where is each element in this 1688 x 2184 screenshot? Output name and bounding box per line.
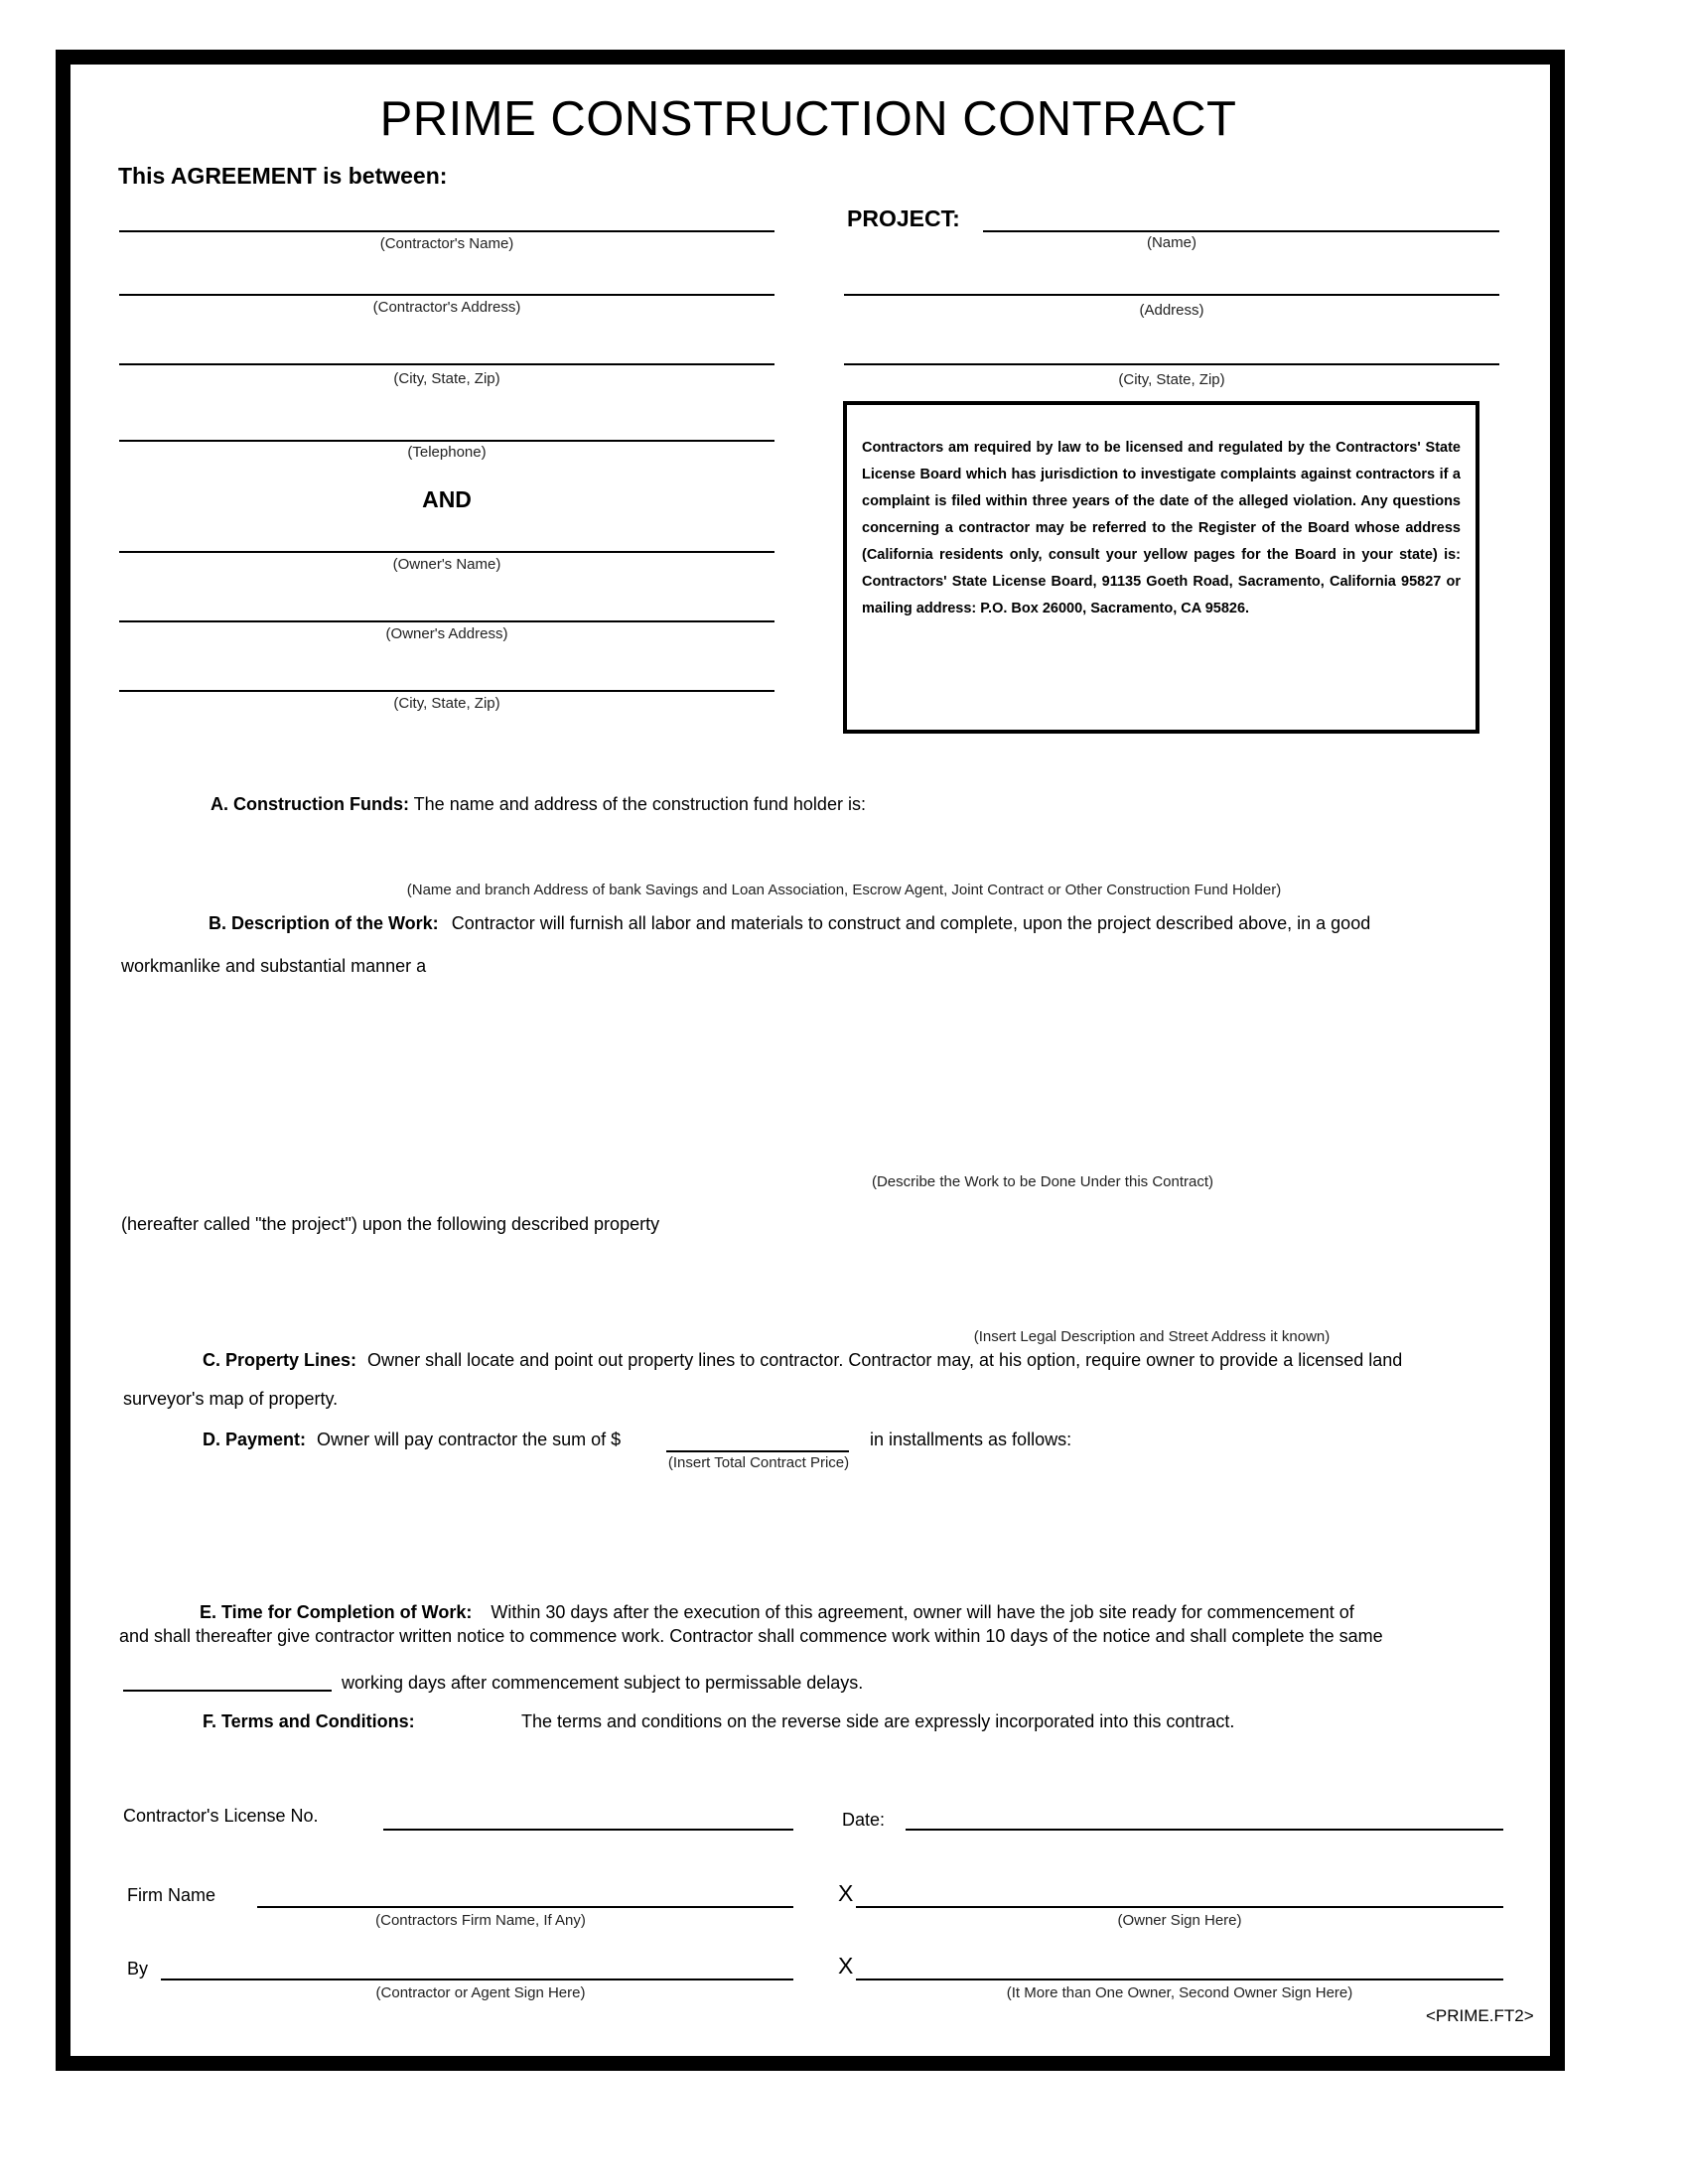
project-name-field[interactable] <box>983 230 1499 232</box>
license-number-field[interactable] <box>383 1829 793 1831</box>
section-f-text: The terms and conditions on the reverse side are expressly incorporated into this contract. <box>521 1711 1235 1731</box>
section-e <box>200 1602 1354 1623</box>
section-f-heading: F. Terms and Conditions: <box>203 1711 415 1731</box>
telephone-caption: (Telephone) <box>407 444 487 461</box>
section-a-text: The name and address of the construction fund holder is: <box>413 794 866 814</box>
owner-city-field[interactable] <box>119 690 774 692</box>
owner-address-field[interactable] <box>119 620 774 622</box>
owner-signature-field[interactable] <box>856 1906 1503 1908</box>
project-name-caption: (Name) <box>1146 234 1196 251</box>
contractor-city-field[interactable] <box>119 363 774 365</box>
owner-address-caption: (Owner's Address) <box>385 625 508 642</box>
agreement-intro: This AGREEMENT is between: <box>118 163 448 189</box>
contractor-name-caption: (Contractor's Name) <box>379 235 514 252</box>
fund-holder-caption: (Name and branch Address of bank Savings and Loan Association, Escrow Agent, Joint Contract or Other Construction Fund Holder) <box>406 882 1282 898</box>
contractor-address-caption: (Contractor's Address) <box>372 299 521 316</box>
section-d <box>203 1430 621 1450</box>
second-owner-signature-field[interactable] <box>856 1979 1503 1980</box>
and-label: AND <box>422 486 472 512</box>
page-title: PRIME CONSTRUCTION CONTRACT <box>379 92 1237 146</box>
work-description-caption: (Describe the Work to be Done Under this Contract) <box>871 1173 1214 1190</box>
project-city-field[interactable] <box>844 363 1499 365</box>
section-e-text-2: and shall thereafter give contractor written notice to commence work. Contractor shall commence work within 10 days of the notice and shall complete the same <box>119 1626 1383 1646</box>
section-e-heading: E. Time for Completion of Work: <box>200 1602 473 1622</box>
section-d-heading: D. Payment: <box>203 1430 307 1449</box>
firm-name-label: Firm Name <box>127 1885 215 1905</box>
section-d-text-2: in installments as follows: <box>870 1430 1072 1449</box>
contract-price-caption: (Insert Total Contract Price) <box>667 1454 850 1471</box>
contractor-signature-field[interactable] <box>161 1979 793 1980</box>
page-frame <box>56 50 1565 2071</box>
contractor-sign-caption: (Contractor or Agent Sign Here) <box>375 1984 586 2001</box>
section-c-text: Owner shall locate and point out property lines to contractor. Contractor may, at his option, require owner to provide a licensed land <box>367 1350 1403 1370</box>
section-c-heading: C. Property Lines: <box>203 1350 357 1370</box>
section-b-text: Contractor will furnish all labor and materials to construct and complete, upon the project described above, in a good <box>451 913 1371 933</box>
form-code: <PRIME.FT2> <box>1426 2006 1534 2025</box>
section-b-heading: B. Description of the Work: <box>209 913 439 933</box>
section-e-text: Within 30 days after the execution of this agreement, owner will have the job site ready for commencement of <box>491 1602 1354 1622</box>
license-label: Contractor's License No. <box>123 1806 319 1826</box>
project-address-field[interactable] <box>844 294 1499 296</box>
owner-name-caption: (Owner's Name) <box>392 556 501 573</box>
legal-description-caption: (Insert Legal Description and Street Address it known) <box>973 1328 1331 1345</box>
by-label: By <box>127 1959 149 1979</box>
hereafter-text: (hereafter called "the project") upon the following described property <box>121 1214 660 1234</box>
section-c <box>203 1350 1402 1371</box>
section-a <box>211 794 866 815</box>
firm-name-field[interactable] <box>257 1906 793 1908</box>
section-b <box>209 913 1370 934</box>
working-days-field[interactable] <box>123 1690 332 1692</box>
section-c-text-2: surveyor's map of property. <box>123 1389 339 1409</box>
contractor-name-field[interactable] <box>119 230 774 232</box>
owner2-sign-x: X <box>838 1953 854 1979</box>
project-label: PROJECT: <box>847 205 960 231</box>
section-b-text-2: workmanlike and substantial manner a <box>121 956 427 976</box>
firm-name-caption: (Contractors Firm Name, If Any) <box>375 1912 586 1929</box>
project-address-caption: (Address) <box>1139 302 1204 319</box>
project-city-caption: (City, State, Zip) <box>1118 371 1225 388</box>
section-a-heading: A. Construction Funds: <box>211 794 409 814</box>
license-board-notice: Contractors am required by law to be licensed and regulated by the Contractors' State License Board which has jurisdiction to investigate complaints against contractors if a complaint is filed within three years of the date of the alleged violation. Any questions concerning a contractor may be referred to the Register of the Board whose address (California residents only, consult your yellow pages for the Board in your state) is: Contractors' State License Board, 91135 Goeth Road, Sacramento, California 95827 or mailing address: P.O. Box 26000, Sacramento, CA 95826. <box>843 401 1479 734</box>
owner-sign-caption: (Owner Sign Here) <box>1117 1912 1242 1929</box>
second-owner-sign-caption: (It More than One Owner, Second Owner Sign Here) <box>1006 1984 1353 2001</box>
telephone-field[interactable] <box>119 440 774 442</box>
date-label: Date: <box>842 1810 886 1830</box>
owner-city-caption: (City, State, Zip) <box>393 695 500 712</box>
contract-price-field[interactable] <box>666 1450 849 1452</box>
contractor-address-field[interactable] <box>119 294 774 296</box>
owner-sign-x: X <box>838 1880 854 1906</box>
section-e-text-3: working days after commencement subject to permissable delays. <box>342 1673 864 1693</box>
contractor-city-caption: (City, State, Zip) <box>393 370 500 387</box>
owner-name-field[interactable] <box>119 551 774 553</box>
section-d-text: Owner will pay contractor the sum of $ <box>317 1430 622 1449</box>
date-field[interactable] <box>906 1829 1503 1831</box>
